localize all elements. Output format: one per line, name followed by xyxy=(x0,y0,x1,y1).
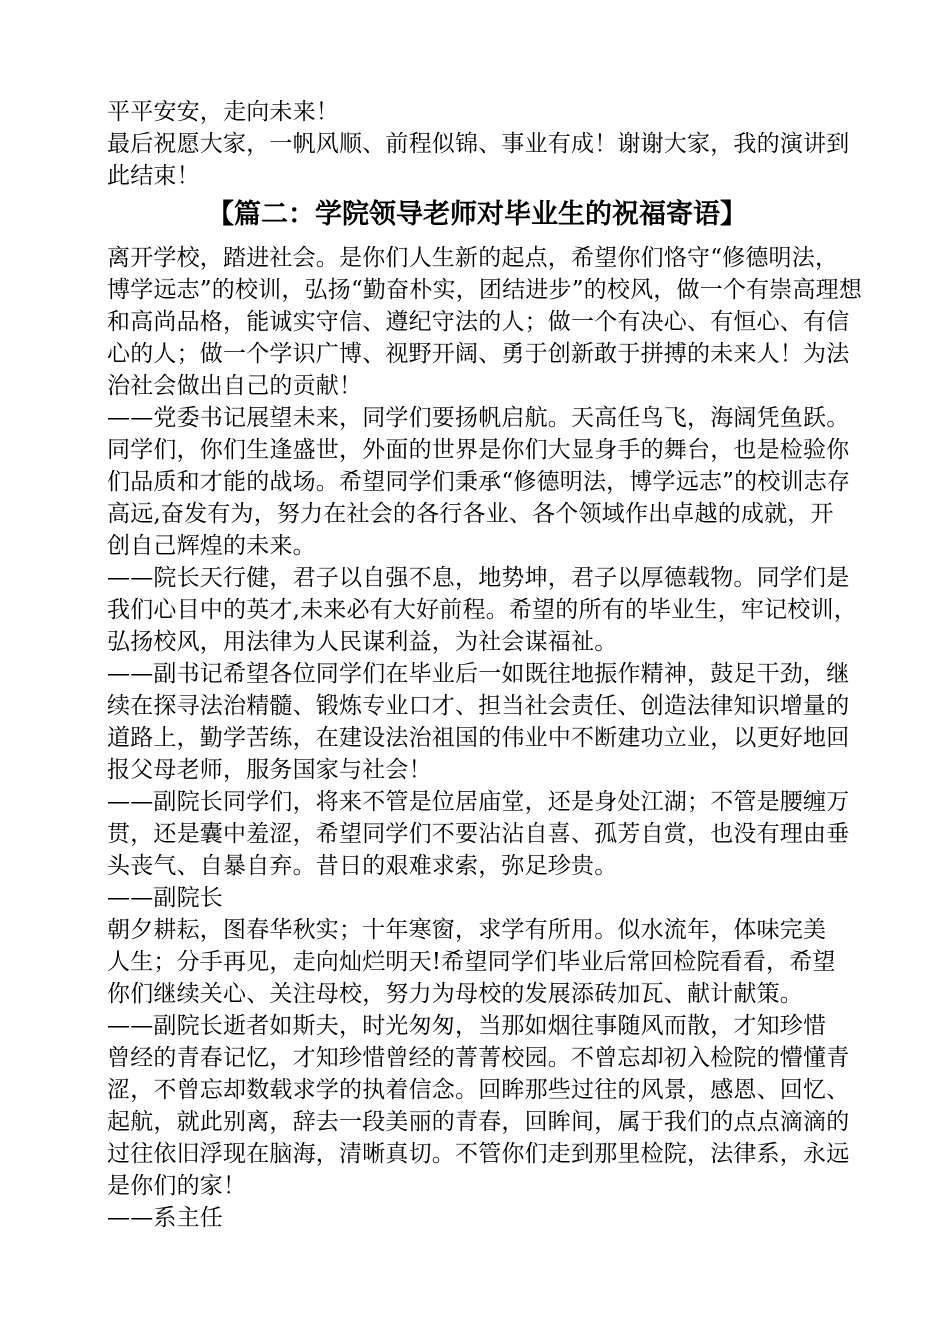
document-page xyxy=(107,96,863,1234)
text-line: 我们心目中的英才,未来必有大好前程。希望的所有的毕业生，牢记校训， xyxy=(107,597,857,623)
text-line: 报父母老师，服务国家与社会！ xyxy=(107,757,432,783)
text-line: 贯，还是囊中羞涩，希望同学们不要沾沾自喜、孤芳自赏，也没有理由垂 xyxy=(107,821,850,847)
text-line: 曾经的青春记忆，才知珍惜曾经的菁菁校园。不曾忘却初入检院的懵懂青 xyxy=(107,1045,850,1071)
text-line: 人生；分手再见，走向灿烂明天!希望同学们毕业后常回检院看看，希望 xyxy=(107,949,836,975)
text-line: 道路上，勤学苦练，在建设法治祖国的伟业中不断建功立业，以更好地回 xyxy=(107,725,850,751)
text-line: ——系主任 xyxy=(107,1205,223,1231)
text-line: 们品质和才能的战场。希望同学们秉承“修德明法，博学远志”的校训志存 xyxy=(107,469,851,495)
text-line: 高远,奋发有为，努力在社会的各行各业、各个领域作出卓越的成就，开 xyxy=(107,501,834,527)
text-line: ——党委书记展望未来，同学们要扬帆启航。天高任鸟飞，海阔凭鱼跃。 xyxy=(107,405,850,431)
text-line: 头丧气、自暴自弃。昔日的艰难求索，弥足珍贵。 xyxy=(107,853,618,879)
text-line: 续在探寻法治精髓、锻炼专业口才、担当社会责任、创造法律知识增量的 xyxy=(107,693,850,719)
text-line: ——副院长 xyxy=(107,885,223,911)
text-line: ——副书记希望各位同学们在毕业后一如既往地振作精神，鼓足干劲，继 xyxy=(107,661,850,687)
text-line: 治社会做出自己的贡献！ xyxy=(107,373,363,399)
text-line: 最后祝愿大家，一帆风顺、前程似锦、事业有成！谢谢大家，我的演讲到 xyxy=(107,131,850,157)
text-line: ——副院长逝者如斯夫，时光匆匆，当那如烟往事随风而散，才知珍惜 xyxy=(107,1013,827,1039)
text-line: 同学们，你们生逢盛世，外面的世界是你们大显身手的舞台，也是检验你 xyxy=(107,437,850,463)
text-line: 和高尚品格，能诚实守信、遵纪守法的人；做一个有决心、有恒心、有信 xyxy=(107,309,850,335)
text-line: 平平安安，走向未来！ xyxy=(107,99,339,125)
text-line: ——院长天行健，君子以自强不息，地势坤，君子以厚德载物。同学们是 xyxy=(107,565,850,591)
text-line: 你们继续关心、关注母校，努力为母校的发展添砖加瓦、献计献策。 xyxy=(107,981,803,1007)
section-title: 【篇二：学院领导老师对毕业生的祝福寄语】 xyxy=(207,199,747,230)
text-line: 过往依旧浮现在脑海，清晰真切。不管你们走到那里检院，法律系，永远 xyxy=(107,1141,850,1167)
text-line: 弘扬校风，用法律为人民谋利益，为社会谋福祉。 xyxy=(107,629,618,655)
body-block xyxy=(107,242,863,1234)
text-line: 涩，不曾忘却数载求学的执着信念。回眸那些过往的风景，感恩、回忆、 xyxy=(107,1077,850,1103)
text-line: 创自己辉煌的未来。 xyxy=(107,533,316,559)
text-line: 朝夕耕耘，图春华秋实；十年寒窗，求学有所用。似水流年，体味完美 xyxy=(107,917,827,943)
text-line: 此结束！ xyxy=(107,163,200,189)
text-line: ——副院长同学们，将来不管是位居庙堂，还是身处江湖；不管是腰缠万 xyxy=(107,789,850,815)
intro-block xyxy=(107,96,855,192)
text-line: 离开学校，踏进社会。是你们人生新的起点，希望你们恪守“修德明法， xyxy=(107,245,839,271)
text-line: 起航，就此别离，辞去一段美丽的青春，回眸间，属于我们的点点滴滴的 xyxy=(107,1109,850,1135)
text-line: 是你们的家！ xyxy=(107,1173,247,1199)
text-line: 博学远志”的校训，弘扬“勤奋朴实，团结进步”的校风，做一个有崇高理想 xyxy=(107,277,863,303)
text-line: 心的人；做一个学识广博、视野开阔、勇于创新敢于拼搏的未来人！为法 xyxy=(107,341,850,367)
